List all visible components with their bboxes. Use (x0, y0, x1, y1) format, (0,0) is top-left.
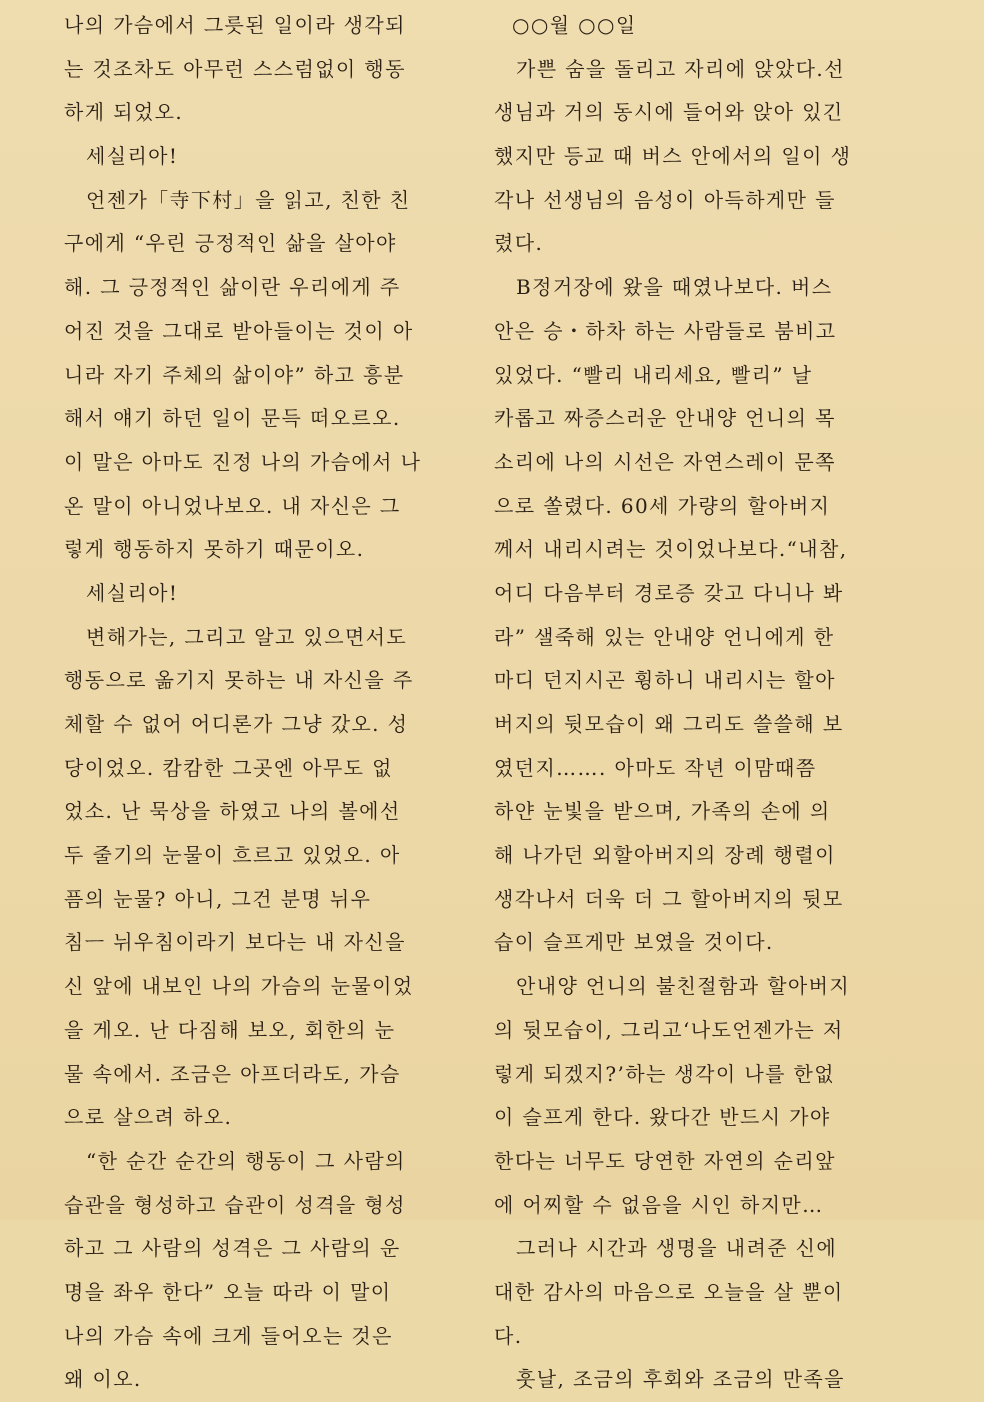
text-line: 가쁜 숨을 돌리고 자리에 앉았다.선 (516, 56, 845, 81)
text-line: 생님과 거의 동시에 들어와 앉아 있긴 (494, 100, 844, 125)
text-line: 마디 던지시곤 휭하니 내리시는 할아 (494, 668, 836, 693)
text-line: 다. (494, 1323, 523, 1348)
text-line: 신 앞에 내보인 나의 가슴의 눈물이었 (64, 974, 414, 999)
text-line: B정거장에 왔을 때였나보다. 버스 (516, 275, 833, 300)
text-line: 하얀 눈빛을 받으며, 가족의 손에 의 (494, 799, 831, 824)
text-line: 라” 샐죽해 있는 안내양 언니에게 한 (494, 624, 835, 649)
text-line: 습관을 형성하고 습관이 성격을 형성 (64, 1192, 406, 1217)
text-line: 어디 다음부터 경로증 갖고 다니나 봐 (494, 580, 844, 605)
text-line: 소리에 나의 시선은 자연스레이 문쪽 (494, 449, 836, 474)
text-line: 언젠가「寺下村」을 읽고, 친한 친 (86, 187, 411, 212)
text-line: 있었다. “빨리 내리세요, 빨리” 날 (494, 362, 813, 387)
text-line: 이 슬프게 한다. 왔다간 반드시 가야 (494, 1105, 831, 1130)
text-line: 체할 수 없어 어디론가 그냥 갔오. 성 (64, 712, 409, 736)
text-line: 나의 가슴 속에 크게 들어오는 것은 (64, 1323, 393, 1348)
text-line: 생각나서 더욱 더 그 할아버지의 뒷모 (494, 886, 844, 911)
text-line: 해. 그 긍정적인 삶이란 우리에게 주 (64, 275, 401, 300)
text-line: 훗날, 조금의 후회와 조금의 만족을 (516, 1367, 845, 1392)
text-line: 그러나 시간과 생명을 내려준 신에 (516, 1236, 838, 1261)
right-column (494, 4, 886, 1402)
text-line: 하고 그 사람의 성격은 그 사람의 운 (64, 1236, 401, 1261)
text-line: 어진 것을 그대로 받아들이는 것이 아 (64, 318, 414, 343)
text-line: 변해가는, 그리고 알고 있으면서도 (86, 624, 408, 649)
text-line: 각나 선생님의 음성이 아득하게만 들 (494, 187, 836, 212)
text-line: 카롭고 짜증스러운 안내양 언니의 목 (494, 406, 836, 431)
text-line: 안내양 언니의 불친절함과 할아버지 (516, 974, 851, 999)
text-line: 였던지……. 아마도 작년 이맘때쯤 (494, 755, 817, 780)
text-line: 나의 가슴에서 그릇된 일이라 생각되 (64, 13, 406, 37)
text-line: 물 속에서. 조금은 아프더라도, 가슴 (64, 1061, 401, 1086)
text-line: 해 나가던 외할아버지의 장례 행렬이 (494, 843, 836, 868)
text-line: 렇게 행동하지 못하기 때문이오. (64, 537, 365, 562)
text-line: 두 줄기의 눈물이 흐르고 있었오. 아 (64, 843, 401, 868)
text-line: 온 말이 아니었나보오. 내 자신은 그 (64, 493, 401, 518)
text-line: 니라 자기 주체의 삶이야” 하고 흥분 (64, 362, 405, 387)
text-line: 었소. 난 묵상을 하였고 나의 볼에선 (64, 799, 401, 824)
text-line: 하게 되었오. (64, 100, 184, 125)
text-line: 습이 슬프게만 보였을 것이다. (494, 930, 774, 955)
text-line: 에 어찌할 수 없음을 시인 하지만… (494, 1192, 824, 1217)
text-line: 왜 이오. (64, 1367, 142, 1392)
text-line: 침ㅡ 뉘우침이라기 보다는 내 자신을 (64, 930, 406, 955)
text-line: 행동으로 옮기지 못하는 내 자신을 주 (64, 668, 414, 693)
text-line: 으로 살으려 하오. (64, 1105, 233, 1130)
text-line: 께서 내리시려는 것이었나보다.“내참, (494, 537, 848, 562)
text-line: 해서 얘기 하던 일이 문득 떠오르오. (64, 406, 401, 431)
text-line: 픔의 눈물? 아니, 그건 분명 뉘우 (64, 886, 372, 911)
text-line: 했지만 등교 때 버스 안에서의 일이 생 (494, 144, 852, 169)
text-line: 이 말은 아마도 진정 나의 가슴에서 나 (64, 449, 422, 474)
text-line: 명을 좌우 한다” 오늘 따라 이 말이 (64, 1279, 392, 1304)
text-line: 한다는 너무도 당연한 자연의 순리앞 (494, 1148, 836, 1173)
text-line: 당이었오. 캄캄한 그곳엔 아무도 없 (64, 755, 393, 780)
text-line: 으로 쏠렸다. 60세 가량의 할아버지 (494, 493, 831, 518)
text-line: 렇게 되겠지?’하는 생각이 나를 한없 (494, 1061, 835, 1086)
text-line: 세실리아! (86, 144, 179, 169)
text-line: 세실리아! (86, 580, 179, 605)
date-header: ○○월 ○○일 (512, 13, 637, 37)
text-line: 는 것조차도 아무런 스스럼없이 행동 (64, 56, 406, 81)
text-line: “한 순간 순간의 행동이 그 사람의 (86, 1148, 406, 1173)
text-line: 버지의 뒷모습이 왜 그리도 쓸쓸해 보 (494, 712, 844, 736)
text-line: 의 뒷모습이, 그리고‘나도언젠가는 저 (494, 1017, 844, 1042)
left-column (64, 4, 456, 1402)
text-line: 을 게오. 난 다짐해 보오, 회한의 눈 (64, 1017, 396, 1042)
text-line: 렸다. (494, 231, 544, 256)
text-line: 대한 감사의 마음으로 오늘을 살 뿐이 (494, 1279, 844, 1304)
text-line: 구에게 “우린 긍정적인 삶을 살아야 (64, 231, 397, 256)
text-line: 안은 승・하차 하는 사람들로 붐비고 (494, 318, 837, 343)
